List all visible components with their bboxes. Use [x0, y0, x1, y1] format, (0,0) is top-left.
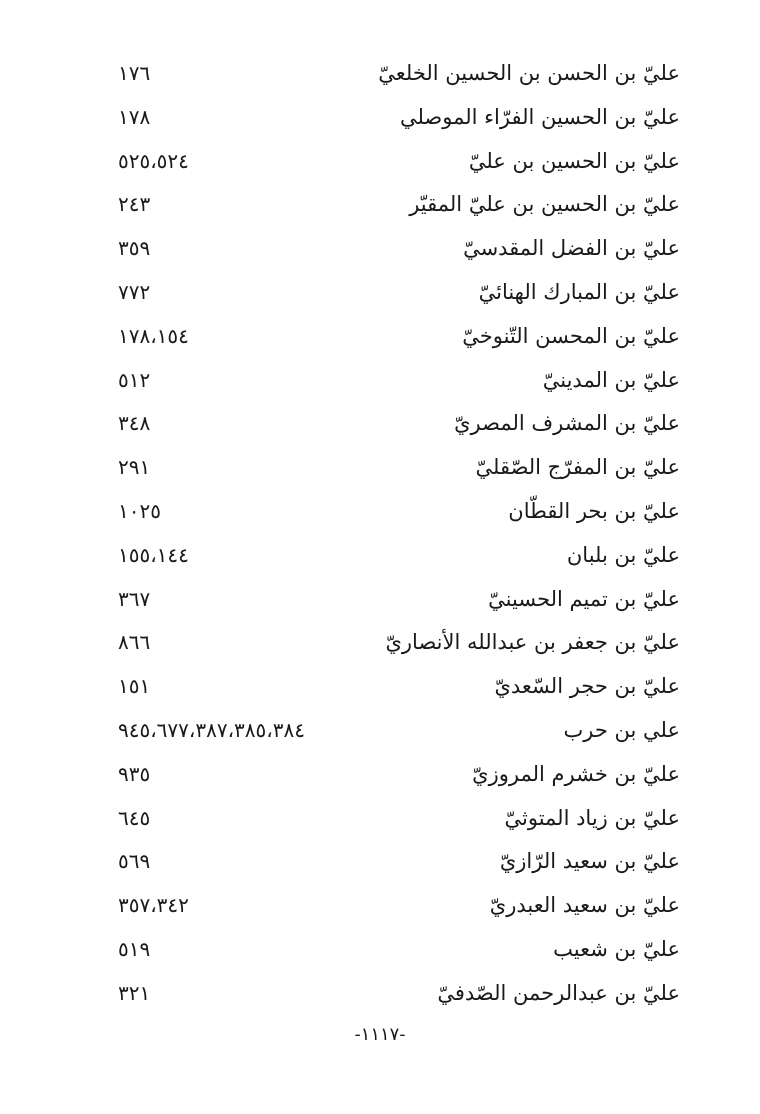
index-entry	[0, 402, 760, 446]
entry-pages: ٣٦٧	[118, 586, 151, 611]
entry-name: علي بن حرب	[563, 717, 680, 742]
entry-name: عليّ بن شعيب	[553, 936, 680, 961]
entry-pages: ٣٥٧،٣٤٢	[118, 893, 189, 918]
index-entry	[0, 884, 760, 928]
entry-name: عليّ بن الحسين بن عليّ	[468, 148, 680, 173]
entry-name: عليّ بن جعفر بن عبدالله الأنصاريّ	[385, 630, 680, 655]
entry-name: عليّ بن بحر القطّان	[508, 498, 680, 523]
index-entry	[0, 928, 760, 972]
page-number: -١١١٧-	[354, 1024, 406, 1045]
entry-pages: ١٠٢٥	[118, 498, 161, 523]
index-entry	[0, 52, 760, 96]
index-list	[0, 52, 760, 1016]
index-entry	[0, 96, 760, 140]
index-entry	[0, 621, 760, 665]
entry-pages: ١٧٨	[118, 104, 151, 129]
index-entry	[0, 709, 760, 753]
entry-pages: ٦٤٥	[118, 805, 151, 830]
index-entry	[0, 972, 760, 1016]
entry-name: عليّ بن المشرف المصريّ	[454, 411, 680, 436]
entry-name: عليّ بن الحسين بن عليّ المقيّر	[409, 192, 680, 217]
entry-name: عليّ بن المدينيّ	[542, 367, 680, 392]
entry-name: عليّ بن الحسن بن الحسين الخلعيّ	[378, 61, 680, 85]
entry-pages: ٣٥٩	[118, 236, 151, 261]
entry-name: عليّ بن المفرّج الصّقليّ	[475, 455, 680, 480]
entry-pages: ٥١٩	[118, 936, 151, 961]
index-entry	[0, 227, 760, 271]
entry-name: عليّ بن بلبان	[566, 542, 680, 567]
index-entry	[0, 446, 760, 490]
entry-name: عليّ بن الفضل المقدسيّ	[463, 236, 680, 261]
entry-pages: ١٥٥،١٤٤	[118, 542, 189, 567]
index-entry	[0, 140, 760, 184]
entry-pages: ٥١٢	[118, 367, 151, 392]
entry-pages: ١٧٨،١٥٤	[118, 323, 189, 348]
index-entry	[0, 840, 760, 884]
entry-pages: ٢٤٣	[118, 192, 151, 217]
index-entry	[0, 797, 760, 841]
index-entry	[0, 534, 760, 578]
entry-pages: ٩٣٥	[118, 761, 151, 786]
index-entry	[0, 315, 760, 359]
entry-name: عليّ بن خشرم المروزيّ	[472, 761, 680, 786]
index-entry	[0, 578, 760, 622]
index-entry	[0, 665, 760, 709]
entry-pages: ٩٤٥،٦٧٧،٣٨٧،٣٨٥،٣٨٤	[118, 717, 305, 742]
entry-name: عليّ بن حجر السّعديّ	[494, 674, 680, 699]
index-entry	[0, 359, 760, 403]
entry-name: عليّ بن زياد المتوثيّ	[504, 805, 680, 830]
index-entry	[0, 183, 760, 227]
index-entry	[0, 271, 760, 315]
index-entry	[0, 490, 760, 534]
entry-pages: ١٧٦	[118, 61, 151, 85]
entry-pages: ٢٩١	[118, 455, 151, 480]
entry-name: عليّ بن الحسين الفرّاء الموصلي	[399, 104, 680, 129]
index-entry	[0, 753, 760, 797]
entry-pages: ٥٦٩	[118, 849, 151, 874]
entry-name: عليّ بن المبارك الهنائيّ	[478, 279, 680, 304]
entry-pages: ٧٧٢	[118, 279, 151, 304]
entry-pages: ١٥١	[118, 674, 151, 699]
entry-name: عليّ بن سعيد الرّازيّ	[499, 849, 680, 874]
entry-pages: ٣٤٨	[118, 411, 151, 436]
entry-name: عليّ بن المحسن التّنوخيّ	[462, 323, 680, 348]
entry-pages: ٥٢٥،٥٢٤	[118, 148, 189, 173]
entry-pages: ٣٢١	[118, 980, 151, 1005]
entry-name: عليّ بن تميم الحسينيّ	[488, 586, 680, 611]
entry-pages: ٨٦٦	[118, 630, 151, 655]
entry-name: عليّ بن عبدالرحمن الصّدفيّ	[437, 980, 680, 1005]
entry-name: عليّ بن سعيد العبدريّ	[489, 893, 680, 918]
